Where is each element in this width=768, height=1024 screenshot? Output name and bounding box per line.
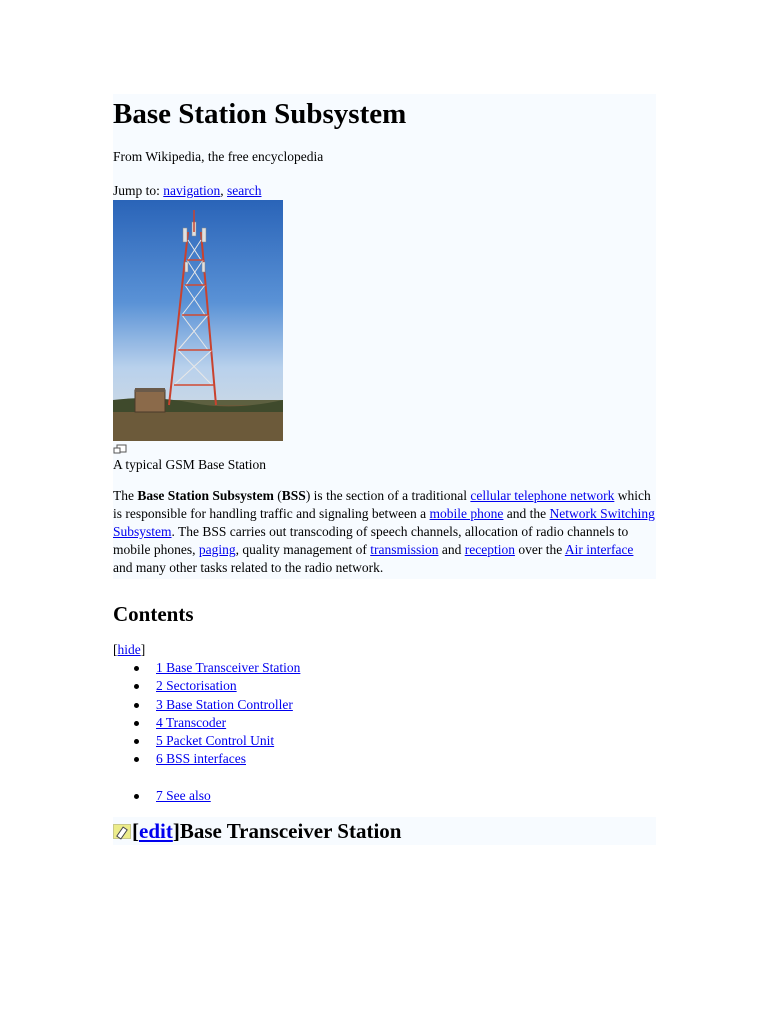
jump-prefix: Jump to: bbox=[113, 183, 164, 198]
toc-list bbox=[113, 659, 656, 769]
image-caption: A typical GSM Base Station bbox=[113, 457, 266, 472]
link-cellular-telephone-network[interactable]: cellular telephone network bbox=[470, 488, 615, 503]
tower-illustration bbox=[113, 200, 283, 441]
page-title: Base Station Subsystem bbox=[113, 98, 407, 130]
toc-item bbox=[156, 714, 656, 732]
bracket: ] bbox=[140, 642, 146, 657]
intro-text: ) is the section of a traditional bbox=[305, 488, 471, 503]
toc-item bbox=[156, 659, 656, 677]
magnify-icon bbox=[113, 444, 127, 454]
toc-link-transcoder[interactable]: 4 Transcoder bbox=[156, 714, 227, 730]
toc-hide-link[interactable]: hide bbox=[117, 642, 141, 657]
jump-links bbox=[113, 182, 656, 200]
intro-text: and many other tasks related to the radio network. bbox=[113, 560, 384, 575]
intro-text: over the bbox=[514, 542, 565, 557]
toc-toggle bbox=[113, 641, 656, 659]
jump-navigation-link[interactable]: navigation bbox=[163, 183, 221, 198]
intro-text: ( bbox=[273, 488, 282, 503]
tagline: From Wikipedia, the free encyclopedia bbox=[113, 149, 324, 164]
section-edit-link[interactable]: edit bbox=[139, 819, 173, 844]
edit-pencil-icon[interactable] bbox=[113, 824, 131, 839]
toc-link-base-station-controller[interactable]: 3 Base Station Controller bbox=[156, 696, 293, 712]
toc-list-extra bbox=[113, 787, 656, 805]
intro-text: and the bbox=[503, 506, 550, 521]
enlarge-control[interactable] bbox=[113, 441, 656, 453]
toc-link-see-also[interactable]: 7 See also bbox=[156, 787, 211, 803]
intro-bold-abbrev: BSS bbox=[281, 488, 306, 503]
toc-link-packet-control-unit[interactable]: 5 Packet Control Unit bbox=[156, 733, 275, 749]
article-lead bbox=[113, 94, 656, 579]
jump-search-link[interactable]: search bbox=[227, 183, 262, 198]
intro-text: which is responsible for handling traffic and signaling between a bbox=[113, 488, 651, 521]
link-mobile-phone[interactable]: mobile phone bbox=[429, 506, 504, 521]
toc-item bbox=[156, 787, 656, 805]
bracket: ] bbox=[172, 819, 180, 844]
link-transmission[interactable]: transmission bbox=[370, 542, 439, 557]
toc-link-base-transceiver-station[interactable]: 1 Base Transceiver Station bbox=[156, 660, 301, 675]
toc-item bbox=[156, 696, 656, 714]
toc-heading: Contents bbox=[113, 602, 194, 626]
toc-item bbox=[156, 677, 656, 695]
intro-paragraph bbox=[113, 487, 656, 577]
base-station-image[interactable] bbox=[113, 200, 283, 441]
toc-item bbox=[156, 732, 656, 750]
link-paging[interactable]: paging bbox=[198, 542, 236, 557]
bracket: [ bbox=[132, 819, 139, 844]
intro-text: . The BSS carries out transcoding of speech channels, allocation of radio channels to mobile phones, bbox=[113, 524, 629, 557]
link-network-switching-subsystem[interactable]: Network Switching Subsystem bbox=[113, 506, 655, 539]
intro-bold-term: Base Station Subsystem bbox=[137, 488, 274, 503]
intro-text: The bbox=[113, 488, 138, 503]
link-reception[interactable]: reception bbox=[464, 542, 515, 557]
toc-item bbox=[156, 750, 656, 768]
jump-separator: , bbox=[220, 183, 228, 198]
section-title: Base Transceiver Station bbox=[179, 819, 402, 844]
link-air-interface[interactable]: Air interface bbox=[564, 542, 634, 557]
toc-link-bss-interfaces[interactable]: 6 BSS interfaces bbox=[156, 751, 246, 767]
intro-text: and bbox=[438, 542, 465, 557]
article-content bbox=[113, 94, 656, 845]
intro-text: , quality management of bbox=[235, 542, 371, 557]
toc-link-sectorisation[interactable]: 2 Sectorisation bbox=[156, 678, 237, 694]
bracket: [ bbox=[113, 642, 118, 657]
section-heading-base-transceiver-station bbox=[113, 817, 656, 845]
